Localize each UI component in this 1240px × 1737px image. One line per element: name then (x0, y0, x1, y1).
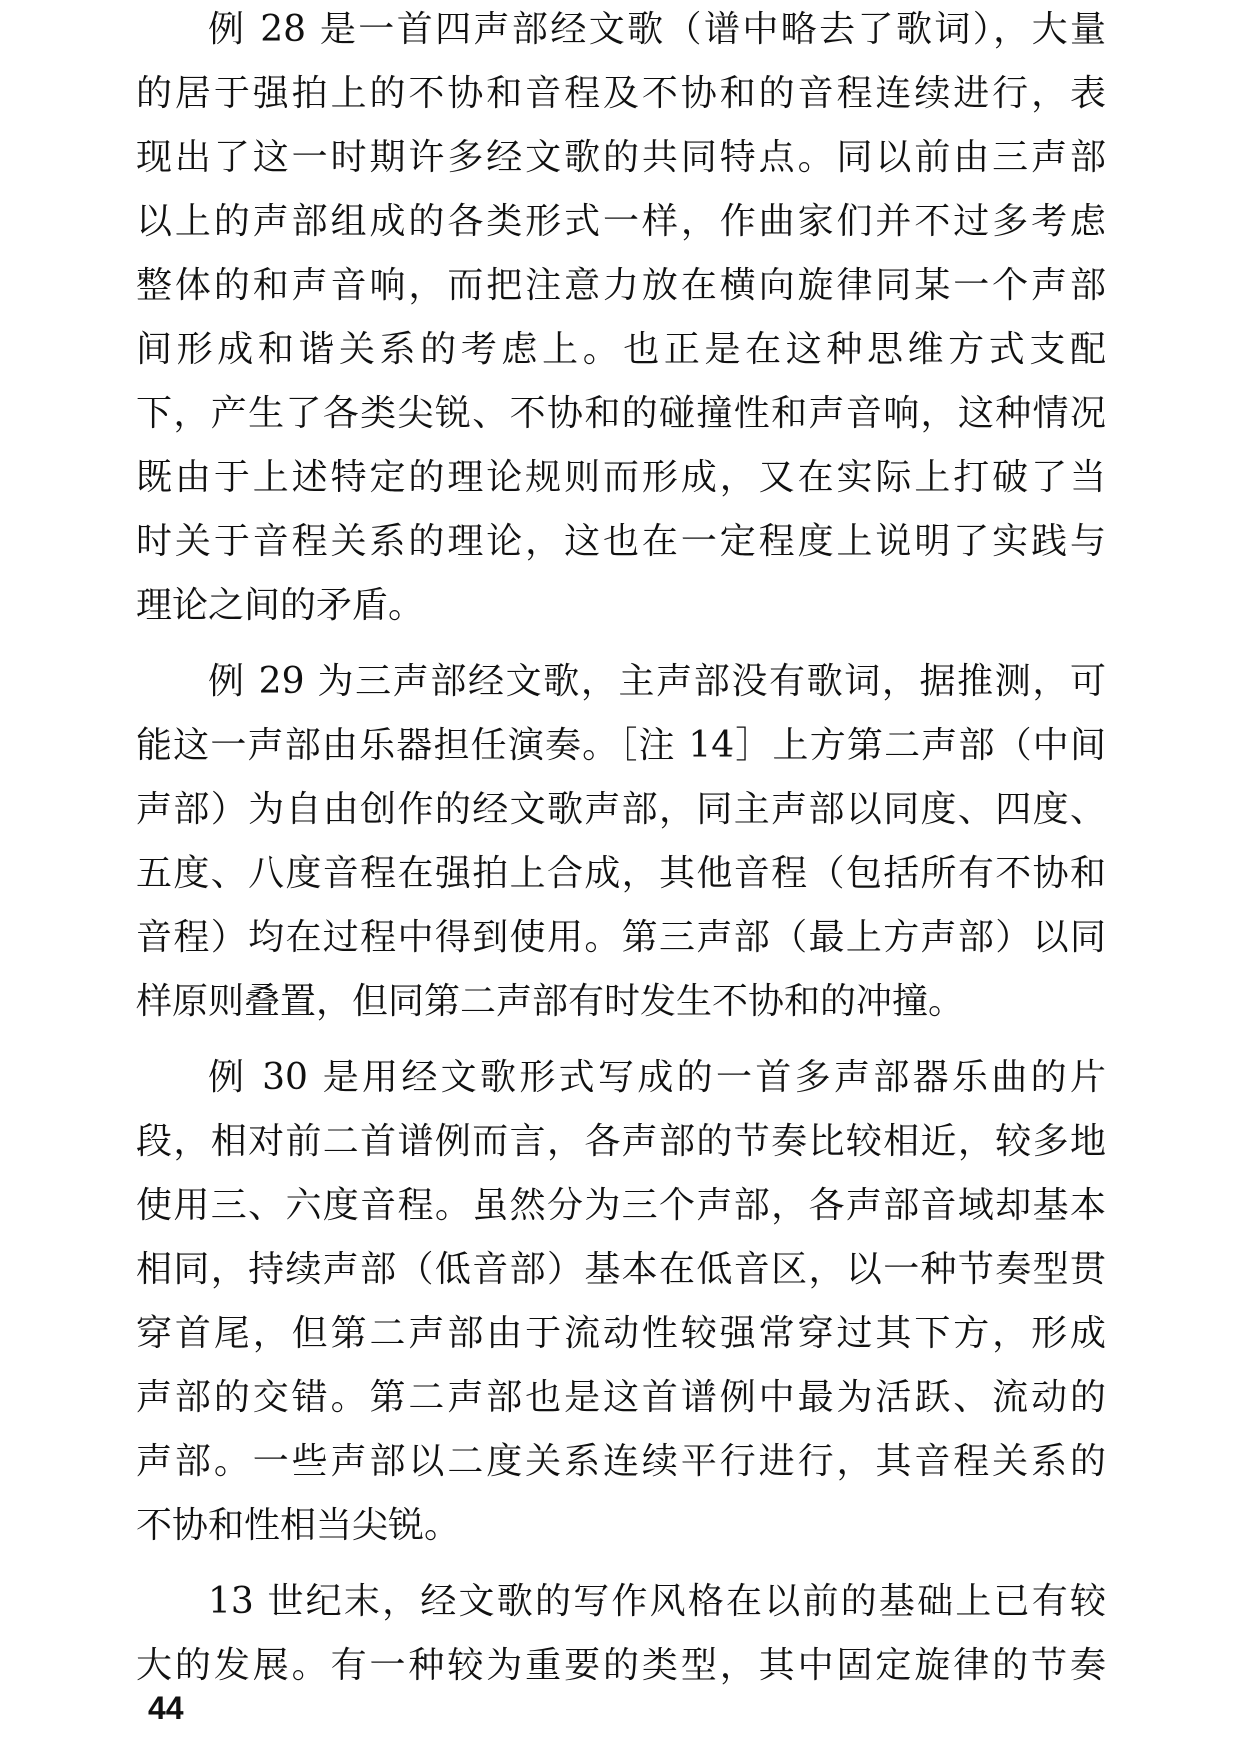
text-line: 下，产生了各类尖锐、不协和的碰撞性和声音响，这种情况 (136, 393, 1106, 434)
text-line: 音程）均在过程中得到使用。第三声部（最上方声部）以同 (136, 917, 1106, 958)
text-line: 13 世纪末，经文歌的写作风格在以前的基础上已有较 (208, 1581, 1106, 1622)
text-line: 间形成和谐关系的考虑上。也正是在这种思维方式支配 (136, 329, 1106, 370)
page-number: 44 (148, 1690, 184, 1726)
text-line: 的居于强拍上的不协和音程及不协和的音程连续进行，表 (136, 73, 1106, 114)
text-line: 大的发展。有一种较为重要的类型，其中固定旋律的节奏 (136, 1645, 1106, 1686)
text-line: 理论之间的矛盾。 (136, 585, 425, 626)
text-line: 段，相对前二首谱例而言，各声部的节奏比较相近，较多地 (136, 1121, 1106, 1162)
text-line: 使用三、六度音程。虽然分为三个声部，各声部音域却基本 (136, 1185, 1106, 1226)
text-line: 相同，持续声部（低音部）基本在低音区，以一种节奏型贯 (136, 1249, 1106, 1290)
text-line: 声部。一些声部以二度关系连续平行进行，其音程关系的 (136, 1441, 1106, 1482)
text-line: 声部的交错。第二声部也是这首谱例中最为活跃、流动的 (136, 1377, 1106, 1418)
text-line: 整体的和声音响，而把注意力放在横向旋律同某一个声部 (136, 265, 1106, 306)
text-line: 五度、八度音程在强拍上合成，其他音程（包括所有不协和 (136, 853, 1106, 894)
text-line: 例 30 是用经文歌形式写成的一首多声部器乐曲的片 (208, 1057, 1106, 1098)
text-line: 声部）为自由创作的经文歌声部，同主声部以同度、四度、 (136, 789, 1106, 830)
text-line: 现出了这一时期许多经文歌的共同特点。同以前由三声部 (136, 137, 1106, 178)
text-line: 既由于上述特定的理论规则而形成，又在实际上打破了当 (136, 457, 1106, 498)
body-text (136, 0, 1106, 1698)
text-line: 以上的声部组成的各类形式一样，作曲家们并不过多考虑 (136, 201, 1106, 242)
text-line: 能这一声部由乐器担任演奏。［注 14］上方第二声部（中间 (136, 725, 1106, 766)
text-line: 穿首尾，但第二声部由于流动性较强常穿过其下方，形成 (136, 1313, 1106, 1354)
text-line: 不协和性相当尖锐。 (136, 1505, 461, 1546)
text-line: 时关于音程关系的理论，这也在一定程度上说明了实践与 (136, 521, 1106, 562)
text-line: 例 28 是一首四声部经文歌（谱中略去了歌词），大量 (208, 9, 1106, 50)
text-line: 样原则叠置，但同第二声部有时发生不协和的冲撞。 (136, 981, 965, 1022)
text-line: 例 29 为三声部经文歌，主声部没有歌词，据推测，可 (208, 661, 1106, 702)
